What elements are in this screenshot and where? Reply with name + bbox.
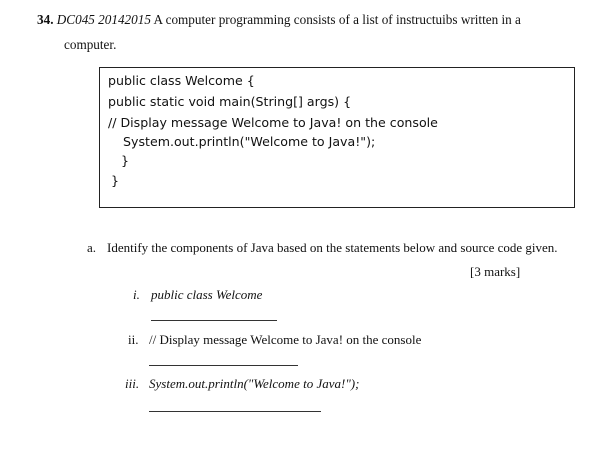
- item-ii-numeral: ii.: [128, 332, 139, 347]
- code-line-1: public class Welcome {: [108, 73, 255, 88]
- question-number: 34.: [37, 12, 54, 27]
- part-a-text: Identify the components of Java based on the statements below and source code given.: [107, 240, 558, 255]
- item-i-statement: public class Welcome: [151, 287, 263, 302]
- item-iii-statement: System.out.println("Welcome to Java!");: [149, 376, 360, 391]
- code-line-3: // Display message Welcome to Java! on the console: [108, 115, 438, 130]
- item-i-numeral: i.: [133, 287, 140, 302]
- answer-blank-iii[interactable]: [149, 411, 321, 412]
- code-line-6: }: [111, 173, 120, 188]
- question-header: [37, 12, 521, 28]
- answer-blank-i[interactable]: [151, 320, 277, 321]
- item-ii-statement: // Display message Welcome to Java! on the console: [149, 332, 422, 347]
- answer-blank-ii[interactable]: [149, 365, 298, 366]
- question-text-line1: A computer programming consists of a list of instructuibs written in a: [153, 12, 521, 27]
- question-text-line2: computer.: [64, 37, 117, 52]
- code-line-2: public static void main(String[] args) {: [108, 94, 352, 109]
- question-code: DC045 20142015: [56, 12, 151, 27]
- marks-label: [3 marks]: [470, 264, 521, 279]
- part-a-label: a.: [87, 240, 97, 255]
- code-line-4: System.out.println("Welcome to Java!");: [123, 134, 376, 149]
- item-iii-numeral: iii.: [125, 376, 140, 391]
- code-line-5: }: [121, 153, 130, 168]
